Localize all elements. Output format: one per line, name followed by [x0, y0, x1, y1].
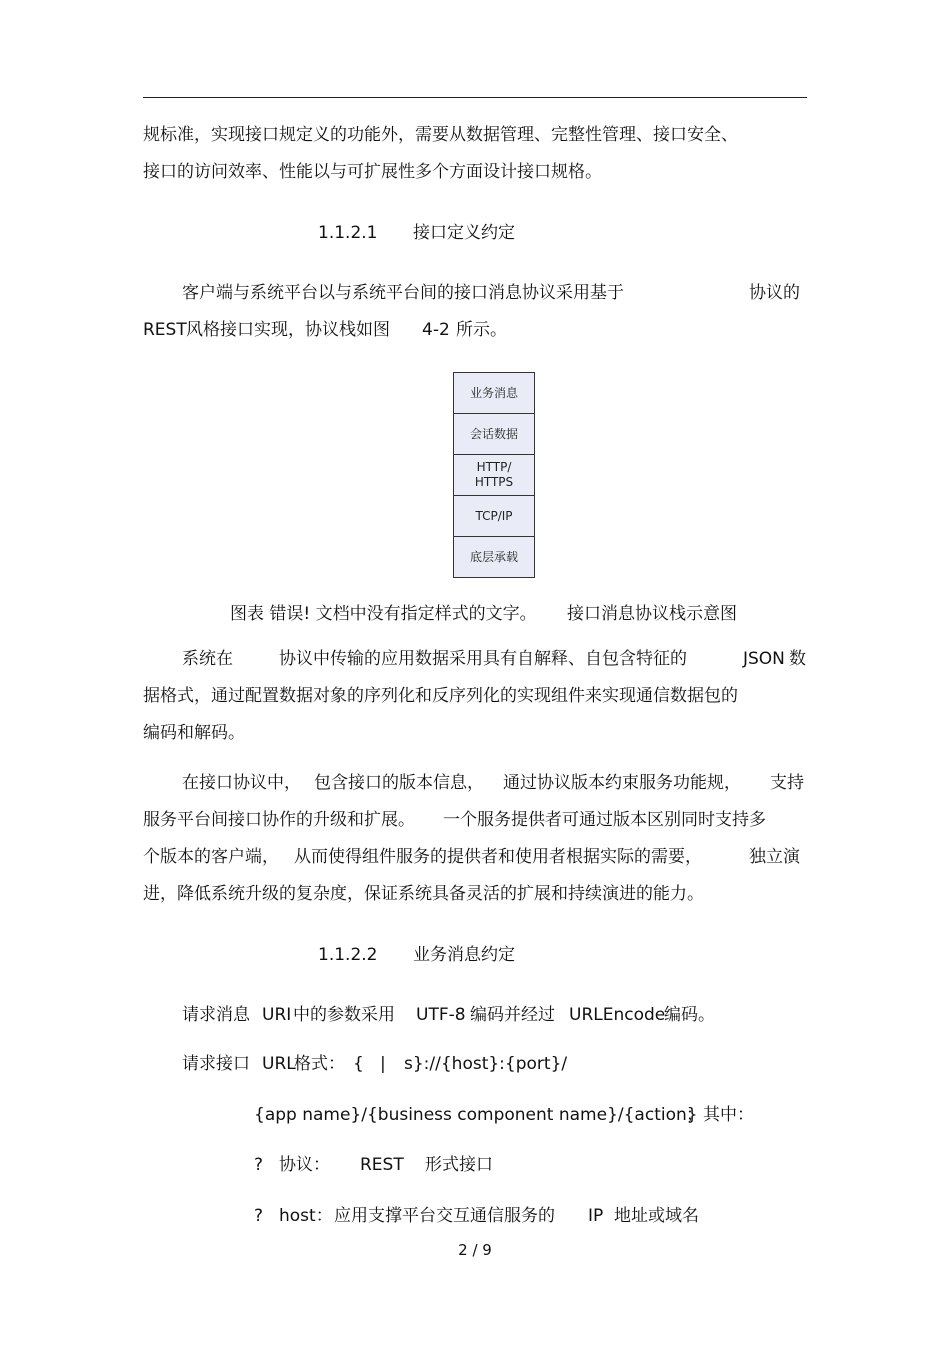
body-text-line: 编码和解码。	[143, 723, 245, 743]
body-text: 格式：	[294, 1054, 345, 1074]
url-template-text: {app name}/{business component name}/{action}	[254, 1105, 698, 1125]
body-text: 编码。	[664, 1005, 715, 1025]
body-text: 所示。	[456, 320, 507, 340]
body-text: 协议的	[749, 283, 800, 303]
header-rule	[143, 97, 807, 98]
body-text: 形式接口	[425, 1155, 493, 1175]
stack-layer-http: HTTP/ HTTPS	[454, 455, 534, 496]
section-number: 1.1.2.1	[318, 223, 378, 243]
body-text: URLEncode	[569, 1005, 666, 1025]
section-title: 业务消息约定	[413, 945, 515, 965]
body-text: 系统在	[182, 649, 233, 669]
body-text-line: 进，降低系统升级的复杂度，保证系统具备灵活的扩展和持续演进的能力。	[143, 884, 704, 904]
section-title: 接口定义约定	[413, 223, 515, 243]
body-text: 包含接口的版本信息，	[314, 773, 484, 793]
figure-reference: 4-2	[422, 320, 450, 340]
page-number: 2 / 9	[458, 1241, 492, 1259]
figure-caption-error: 图表 错误! 文档中没有指定样式的文字。	[230, 604, 537, 624]
body-text: 一个服务提供者可通过版本区别同时支持多	[443, 810, 766, 830]
body-text: 协议中传输的应用数据采用具有自解释、自包含特征的	[279, 649, 687, 669]
body-text-line: 据格式，通过配置数据对象的序列化和反序列化的实现组件来实现通信数据包的	[143, 686, 738, 706]
body-text: 支持	[770, 773, 804, 793]
body-text: s}://{host}:{port}/	[404, 1054, 568, 1074]
body-text: JSON	[743, 649, 785, 669]
body-text: 应用支撑平台交互通信服务的	[334, 1206, 555, 1226]
stack-layer-session-data: 会话数据	[454, 414, 534, 455]
bullet-glyph: ?	[254, 1155, 264, 1175]
body-text: 编码并经过	[470, 1005, 555, 1025]
body-text: 请求接口	[182, 1054, 250, 1074]
body-text: {	[353, 1054, 364, 1074]
body-text: REST	[360, 1155, 404, 1175]
figure-caption-title: 接口消息协议栈示意图	[567, 604, 737, 624]
protocol-stack-diagram	[453, 372, 535, 578]
body-text: 独立演	[749, 847, 800, 867]
body-text: ；其中：	[686, 1105, 754, 1125]
body-text: 数	[789, 649, 806, 669]
body-text: 请求消息	[182, 1005, 250, 1025]
body-text-line: 接口的访问效率、性能以与可扩展性多个方面设计接口规格。	[143, 162, 602, 182]
bullet-glyph: ?	[254, 1206, 264, 1226]
body-text: REST	[143, 320, 187, 340]
body-text: |	[380, 1054, 386, 1074]
stack-layer-tcp-ip: TCP/IP	[454, 496, 534, 537]
body-text: UTF-8	[416, 1005, 466, 1025]
section-number: 1.1.2.2	[318, 945, 378, 965]
body-text: 客户端与系统平台以与系统平台间的接口消息协议采用基于	[182, 283, 624, 303]
body-text-line: 规标准，实现接口规定义的功能外，需要从数据管理、完整性管理、接口安全、	[143, 125, 738, 145]
body-text: host：	[279, 1206, 333, 1226]
body-text: 地址或域名	[614, 1206, 699, 1226]
body-text: 从而使得组件服务的提供者和使用者根据实际的需要，	[294, 847, 702, 867]
body-text: IP	[588, 1206, 604, 1226]
body-text: 通过协议版本约束服务功能规，	[503, 773, 741, 793]
body-text: URL	[262, 1054, 296, 1074]
body-text: 个版本的客户端，	[143, 847, 279, 867]
stack-layer-bearer: 底层承载	[469, 549, 518, 564]
body-text: 在接口协议中，	[182, 773, 301, 793]
stack-layer-business-message: 业务消息	[454, 373, 534, 414]
body-text: 中的参数采用	[293, 1005, 395, 1025]
body-text: 协议：	[279, 1155, 330, 1175]
body-text: 服务平台间接口协作的升级和扩展。	[143, 810, 415, 830]
body-text: URI	[262, 1005, 292, 1025]
body-text: 风格接口实现，协议栈如图	[186, 320, 390, 340]
